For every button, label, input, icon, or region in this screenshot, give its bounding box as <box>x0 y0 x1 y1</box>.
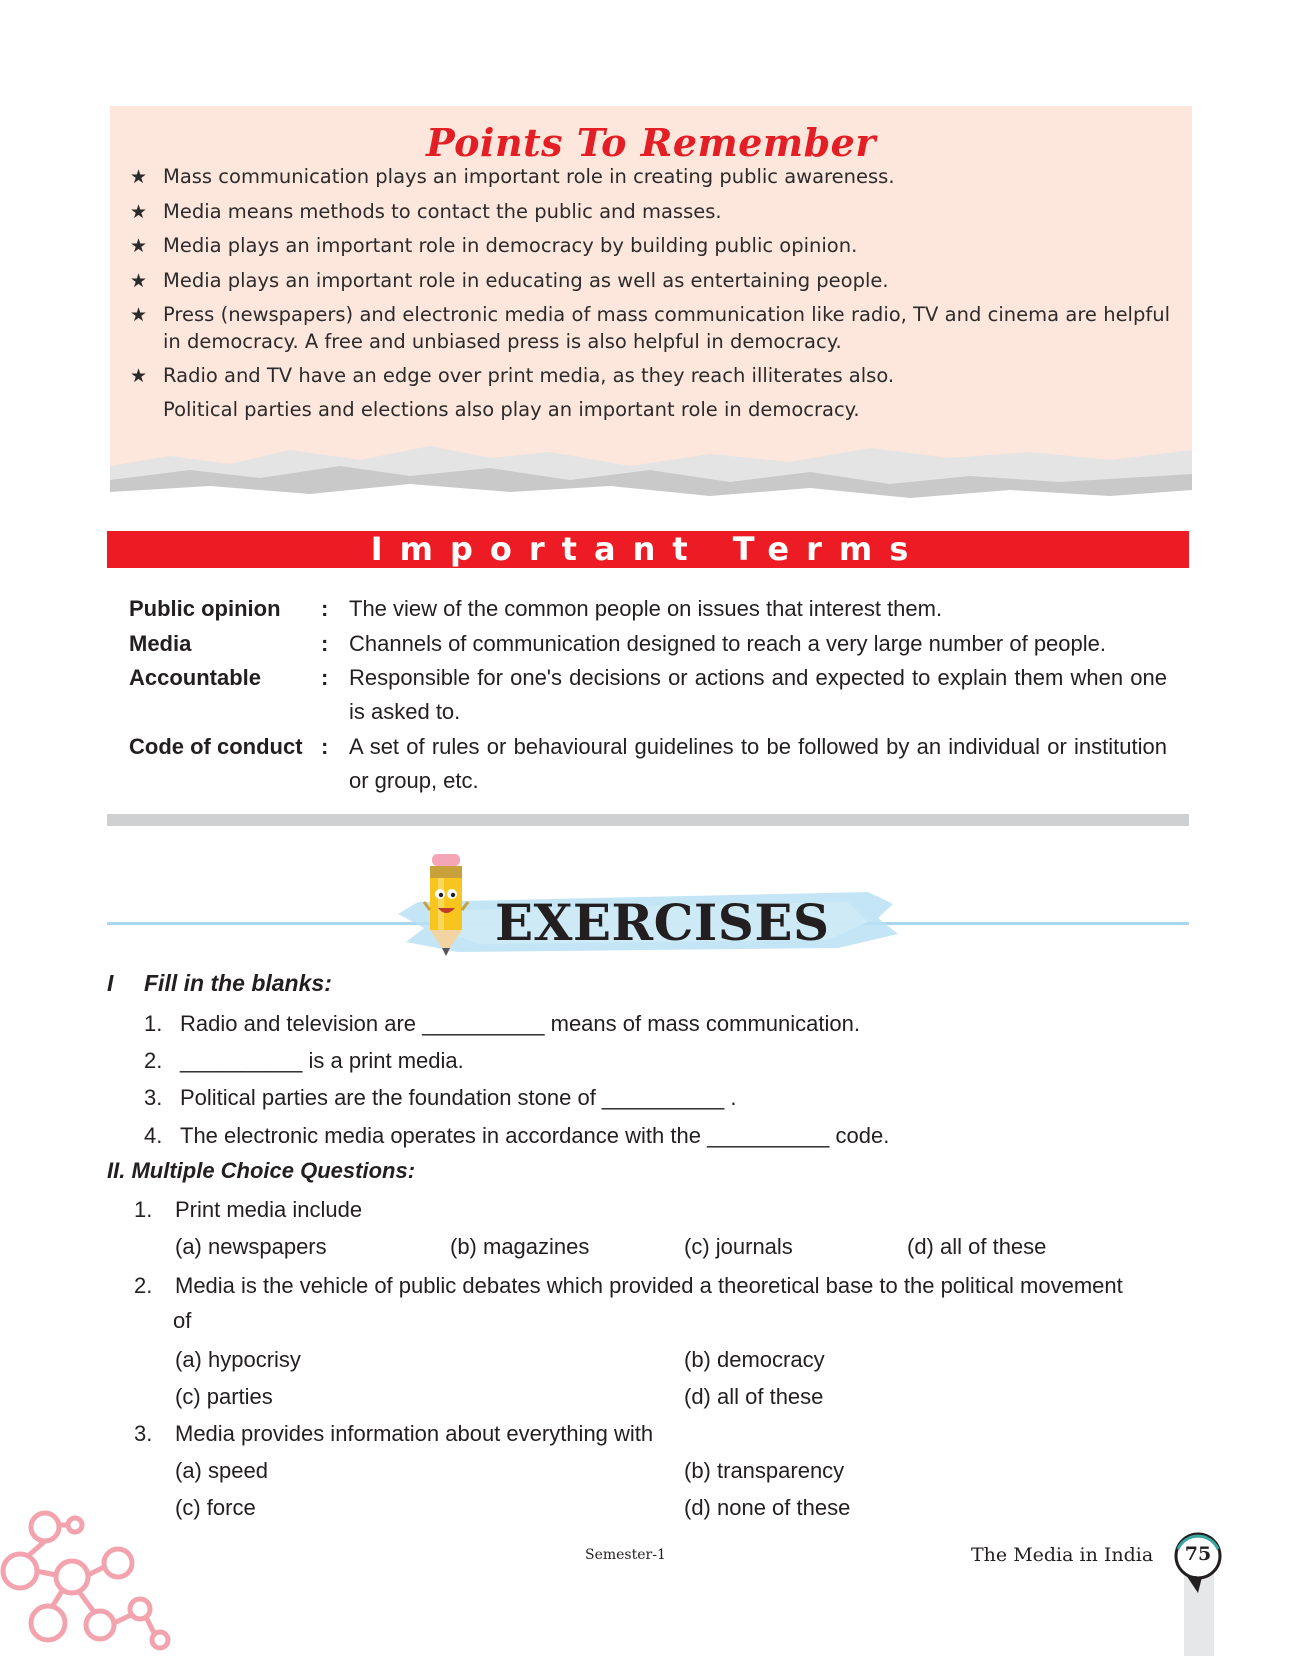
star-icon: ★ <box>130 201 148 223</box>
footer-chapter-title: The Media in India <box>971 1544 1154 1566</box>
term-definition: A set of rules or behavioural guidelines to be followed by an individual or institution or group, etc. <box>349 734 1167 793</box>
term-name: Media <box>129 631 192 656</box>
section-roman-numeral: I <box>107 970 114 996</box>
mcq-option: (b) transparency <box>684 1458 845 1483</box>
points-to-remember-box <box>110 106 1192 516</box>
footer-semester: Semester-1 <box>585 1547 666 1563</box>
term-definition: The view of the common people on issues that interest them. <box>349 596 943 621</box>
term-definition: Responsible for one's decisions or actions and expected to explain them when one is asked to. <box>349 665 1167 724</box>
page-number: 75 <box>1184 1543 1212 1565</box>
exercises-title: EXERCISES <box>495 893 830 952</box>
point-item: ★ Radio and TV have an edge over print media, as they reach illiterates also. <box>130 362 1170 389</box>
point-item: ★ Media plays an important role in democracy by building public opinion. <box>130 232 1170 259</box>
torn-paper-edge <box>110 436 1192 516</box>
point-extra-line: Political parties and elections also play an important role in democracy. <box>163 398 860 421</box>
term-name: Public opinion <box>129 596 281 621</box>
point-item: ★ Media plays an important role in educating as well as entertaining people. <box>130 267 1170 294</box>
mcq-option: (d) none of these <box>684 1495 851 1520</box>
point-item: ★ Media means methods to contact the public and masses. <box>130 198 1170 225</box>
point-item: ★ Mass communication plays an important role in creating public awareness. <box>130 163 1170 190</box>
mcq-option: (a) newspapers <box>175 1234 327 1259</box>
term-name: Accountable <box>129 665 262 690</box>
mcq-option: (c) parties <box>175 1384 273 1409</box>
section-divider <box>107 814 1189 826</box>
term-name: Code of conduct <box>129 734 303 759</box>
star-icon: ★ <box>130 270 148 292</box>
pencil-mascot-icon <box>418 852 476 958</box>
star-icon: ★ <box>130 166 148 188</box>
point-item: ★ Press (newspapers) and electronic media of mass communication like radio, TV and cinema are helpful in democracy. A free and unbiased press is also helpful in democracy. <box>130 303 1170 353</box>
points-to-remember-title: Points To Remember <box>426 120 876 165</box>
mcq-option: (c) journals <box>684 1234 793 1259</box>
mcq-option: (c) force <box>175 1495 256 1520</box>
mcq-option: (a) speed <box>175 1458 268 1483</box>
mcq-option: (b) magazines <box>450 1234 590 1259</box>
star-icon: ★ <box>130 304 148 326</box>
mcq-question-continued: of <box>173 1308 192 1333</box>
mcq-option: (a) hypocrisy <box>175 1347 301 1372</box>
mcq-option: (b) democracy <box>684 1347 825 1372</box>
star-icon: ★ <box>130 235 148 257</box>
decorative-circles-icon <box>0 1505 175 1656</box>
important-terms-bar <box>107 531 1189 568</box>
fill-blanks-heading: Fill in the blanks: <box>144 970 332 996</box>
mcq-option: (d) all of these <box>907 1234 1047 1259</box>
mcq-heading: II. Multiple Choice Questions: <box>107 1158 416 1183</box>
important-terms-title: Important Terms <box>370 530 926 568</box>
star-icon: ★ <box>130 365 148 387</box>
mcq-option: (d) all of these <box>684 1384 824 1409</box>
term-definition: Channels of communication designed to reach a very large number of people. <box>349 631 1107 656</box>
